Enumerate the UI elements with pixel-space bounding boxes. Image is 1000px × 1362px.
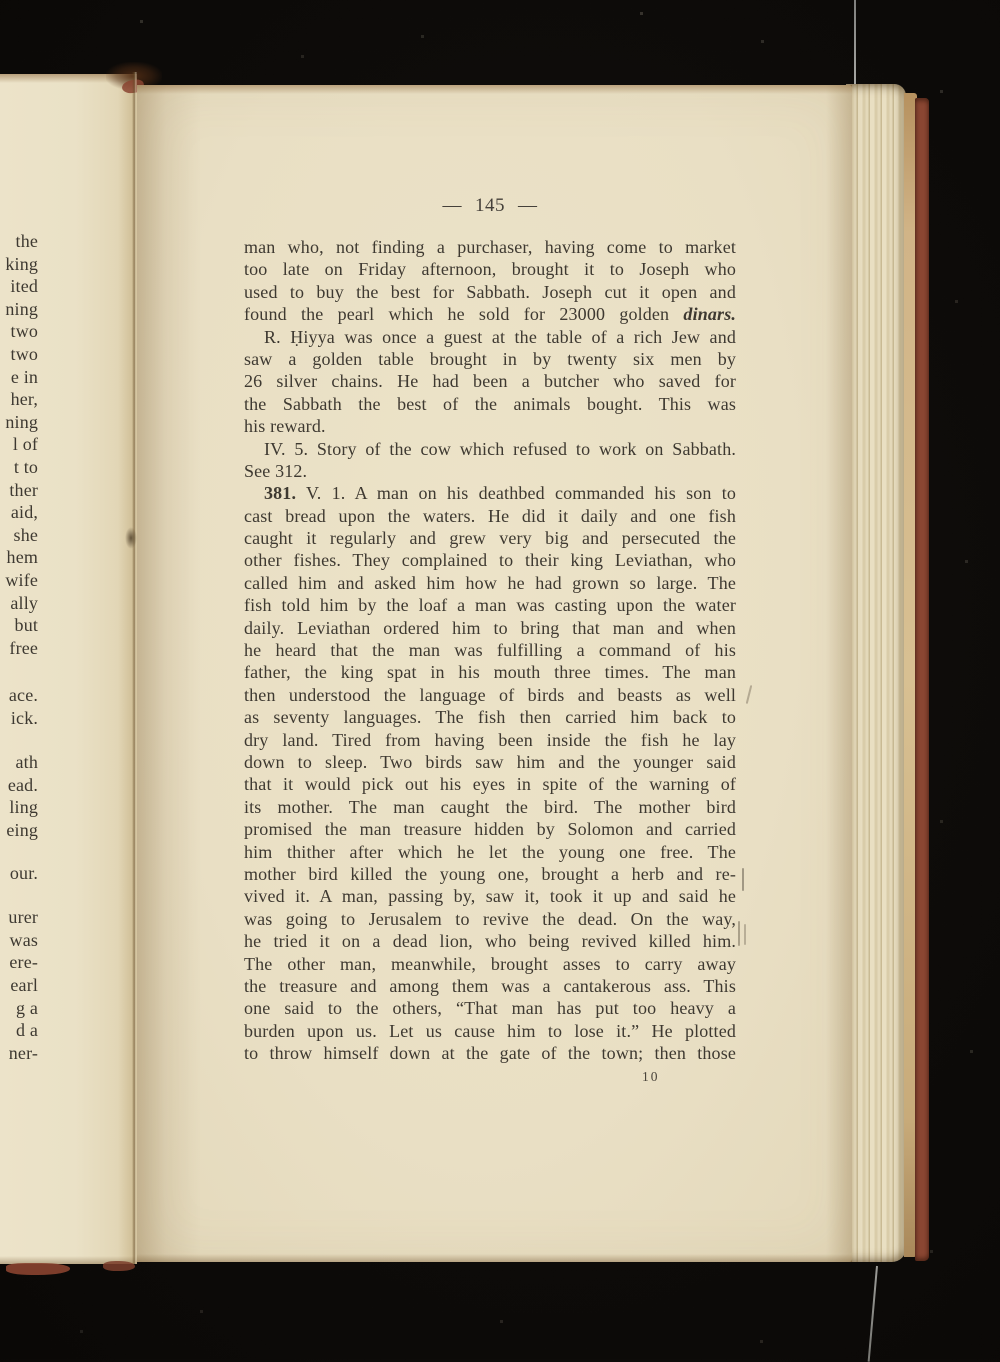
text-line bbox=[244, 617, 736, 639]
left-page-line-fragment: two bbox=[10, 321, 38, 341]
left-page-line-fragment: d a bbox=[16, 1020, 38, 1040]
text-segment: R. Ḥiyya was once a guest at the table of a rich Jew and bbox=[264, 326, 736, 347]
left-page-line-fragment: ther bbox=[9, 480, 38, 500]
text-segment: daily. Leviathan ordered him to bring that man and when bbox=[244, 617, 736, 638]
text-segment: caught it regularly and grew very big and persecuted the bbox=[244, 528, 736, 549]
text-segment: found the pearl which he sold for 23000 golden bbox=[244, 304, 684, 325]
text-segment: its mother. The man caught the bird. The mother bird bbox=[244, 796, 736, 817]
text-line bbox=[244, 236, 736, 258]
left-page-line-fragment: she bbox=[13, 525, 38, 545]
text-segment: then understood the language of birds and beasts as well bbox=[244, 684, 736, 705]
left-page-line-fragment: ace. bbox=[8, 685, 38, 705]
left-page-line-fragment: aid, bbox=[10, 502, 38, 522]
page-curve-shading bbox=[826, 85, 852, 1262]
text-line bbox=[244, 751, 736, 773]
text-segment: that it would pick out his eyes in spite of the warning of bbox=[244, 774, 736, 795]
left-page-line-fragment: g a bbox=[16, 998, 38, 1018]
text-line bbox=[244, 908, 736, 930]
text-line bbox=[244, 1042, 736, 1064]
text-line bbox=[244, 348, 736, 370]
page-number-dash-left: — bbox=[442, 195, 462, 216]
text-segment: too late on Friday afternoon, brought it to Joseph who bbox=[244, 259, 736, 280]
left-page-fragments bbox=[0, 0, 40, 1359]
text-segment: dinars. bbox=[683, 304, 736, 325]
book-cover-edge bbox=[915, 98, 929, 1261]
text-segment: 26 silver chains. He had been a butcher who saved for bbox=[244, 371, 736, 392]
pencil-margin-mark bbox=[742, 868, 744, 891]
text-line bbox=[244, 549, 736, 571]
left-page-line-fragment: ally bbox=[10, 593, 38, 613]
text-segment: promised the man treasure hidden by Solomon and carried bbox=[244, 819, 736, 840]
text-line bbox=[244, 505, 736, 527]
text-segment: other fishes. They complained to their king Leviathan, who bbox=[244, 550, 736, 571]
text-line bbox=[244, 773, 736, 795]
left-page-line-fragment: was bbox=[9, 930, 38, 950]
pencil-margin-mark bbox=[738, 921, 740, 946]
left-page-line-fragment: e in bbox=[10, 367, 38, 387]
text-segment: burden upon us. Let us cause him to lose it.” He plotted bbox=[244, 1020, 736, 1041]
signature-mark: 10 bbox=[642, 1069, 660, 1084]
text-segment: mother bird killed the young one, brought a herb and re- bbox=[244, 863, 736, 884]
text-line bbox=[244, 639, 736, 661]
left-page-line-fragment: our. bbox=[9, 863, 38, 883]
text-line bbox=[244, 370, 736, 392]
text-segment: was going to Jerusalem to revive the dead. On the way, bbox=[244, 908, 736, 929]
text-line bbox=[244, 661, 736, 683]
text-line bbox=[244, 460, 736, 482]
text-line bbox=[244, 594, 736, 616]
text-line bbox=[244, 729, 736, 751]
text-line bbox=[244, 258, 736, 280]
book-stand-wire-top bbox=[854, 0, 856, 87]
text-line bbox=[244, 863, 736, 885]
left-page-line-fragment: ning bbox=[5, 299, 38, 319]
text-segment: called him and asked him how he had grown so large. The bbox=[244, 572, 736, 593]
left-page-line-fragment: l of bbox=[12, 434, 38, 454]
page-stack-fore-edge bbox=[846, 84, 906, 1262]
left-page-line-fragment: urer bbox=[8, 907, 38, 927]
text-segment: See 312. bbox=[244, 460, 308, 481]
text-line bbox=[244, 953, 736, 975]
text-segment: father, the king spat in his mouth three times. The man bbox=[244, 662, 736, 683]
text-line bbox=[244, 885, 736, 907]
text-segment: his reward. bbox=[244, 416, 326, 437]
right-page bbox=[137, 85, 852, 1262]
left-page-line-fragment: ath bbox=[15, 752, 38, 772]
left-page-line-fragment: t to bbox=[13, 457, 38, 477]
left-page-line-fragment: ere- bbox=[9, 952, 38, 972]
text-segment: the Sabbath the best of the animals bought. This was bbox=[244, 393, 736, 414]
page-number bbox=[244, 195, 736, 217]
text-line bbox=[244, 572, 736, 594]
left-page-line-fragment: wife bbox=[5, 570, 38, 590]
left-page-line-fragment: ner- bbox=[8, 1043, 38, 1063]
text-segment: vived it. A man, passing by, saw it, took it up and said he bbox=[244, 886, 736, 907]
text-segment: he tried it on a dead lion, who being revived killed him. bbox=[244, 931, 736, 952]
text-line bbox=[244, 326, 736, 348]
text-segment: IV. 5. Story of the cow which refused to work on Sabbath. bbox=[264, 438, 736, 459]
text-segment: him thither after which he let the young one free. The bbox=[244, 841, 736, 862]
text-segment: fish told him by the loaf a man was casting upon the water bbox=[244, 595, 736, 616]
page-number-value: 145 bbox=[475, 195, 505, 216]
page-bottom-shading bbox=[137, 1254, 852, 1262]
text-line bbox=[244, 997, 736, 1019]
gutter-ink-blot bbox=[125, 527, 137, 549]
left-page-line-fragment: the bbox=[15, 231, 38, 251]
text-line bbox=[244, 1020, 736, 1042]
text-line bbox=[244, 281, 736, 303]
left-page-line-fragment: king bbox=[5, 254, 38, 274]
text-line bbox=[244, 841, 736, 863]
text-line bbox=[244, 527, 736, 549]
text-segment: down to sleep. Two birds saw him and the younger said bbox=[244, 751, 736, 772]
text-segment: to throw himself down at the gate of the town; then those bbox=[244, 1043, 736, 1064]
text-line bbox=[244, 684, 736, 706]
left-page-line-fragment: earl bbox=[10, 975, 38, 995]
pencil-margin-mark bbox=[744, 924, 746, 945]
text-segment: saw a golden table brought in by twenty six men by bbox=[244, 348, 736, 369]
text-line bbox=[244, 303, 736, 325]
text-segment: V. 1. A man on his deathbed commanded his son to bbox=[296, 483, 736, 504]
left-page-line-fragment: but bbox=[14, 615, 38, 635]
text-line bbox=[244, 706, 736, 728]
left-page-line-fragment: ning bbox=[5, 412, 38, 432]
text-line bbox=[244, 796, 736, 818]
text-segment: the treasure and among them was a cantakerous ass. This bbox=[244, 975, 736, 996]
text-segment: The other man, meanwhile, brought asses to carry away bbox=[244, 953, 736, 974]
left-page-line-fragment: hem bbox=[6, 547, 38, 567]
left-page-line-fragment: free bbox=[9, 638, 38, 658]
text-segment: 381. bbox=[264, 483, 297, 504]
left-page-line-fragment: ited bbox=[10, 276, 38, 296]
text-line bbox=[244, 930, 736, 952]
text-line bbox=[244, 818, 736, 840]
text-segment: cast bread upon the waters. He did it daily and one fish bbox=[244, 505, 736, 526]
text-line bbox=[244, 438, 736, 460]
text-line bbox=[244, 975, 736, 997]
text-line bbox=[244, 482, 736, 504]
left-page-line-fragment: her, bbox=[10, 389, 38, 409]
text-segment: as seventy languages. The fish then carried him back to bbox=[244, 707, 736, 728]
text-segment: man who, not finding a purchaser, having come to market bbox=[244, 237, 736, 257]
page-number-dash-right: — bbox=[518, 195, 538, 216]
text-line bbox=[244, 415, 736, 437]
left-page-line-fragment: ick. bbox=[10, 708, 38, 728]
text-segment: dry land. Tired from having been inside the fish he lay bbox=[244, 729, 736, 750]
left-page-line-fragment: eing bbox=[6, 820, 38, 840]
body-text bbox=[244, 236, 736, 1064]
book-stand-wire-bottom bbox=[868, 1266, 878, 1362]
text-segment: used to buy the best for Sabbath. Joseph cut it open and bbox=[244, 281, 736, 302]
left-page-line-fragment: ling bbox=[9, 797, 38, 817]
left-page-line-fragment: ead. bbox=[7, 775, 38, 795]
text-segment: he heard that the man was fulfilling a command of his bbox=[244, 640, 736, 661]
pencil-margin-mark bbox=[746, 685, 753, 704]
left-page-line-fragment: two bbox=[10, 344, 38, 364]
text-segment: one said to the others, “That man has put too heavy a bbox=[244, 998, 736, 1019]
text-line bbox=[244, 393, 736, 415]
spine-foot-sliver-small bbox=[103, 1261, 135, 1271]
